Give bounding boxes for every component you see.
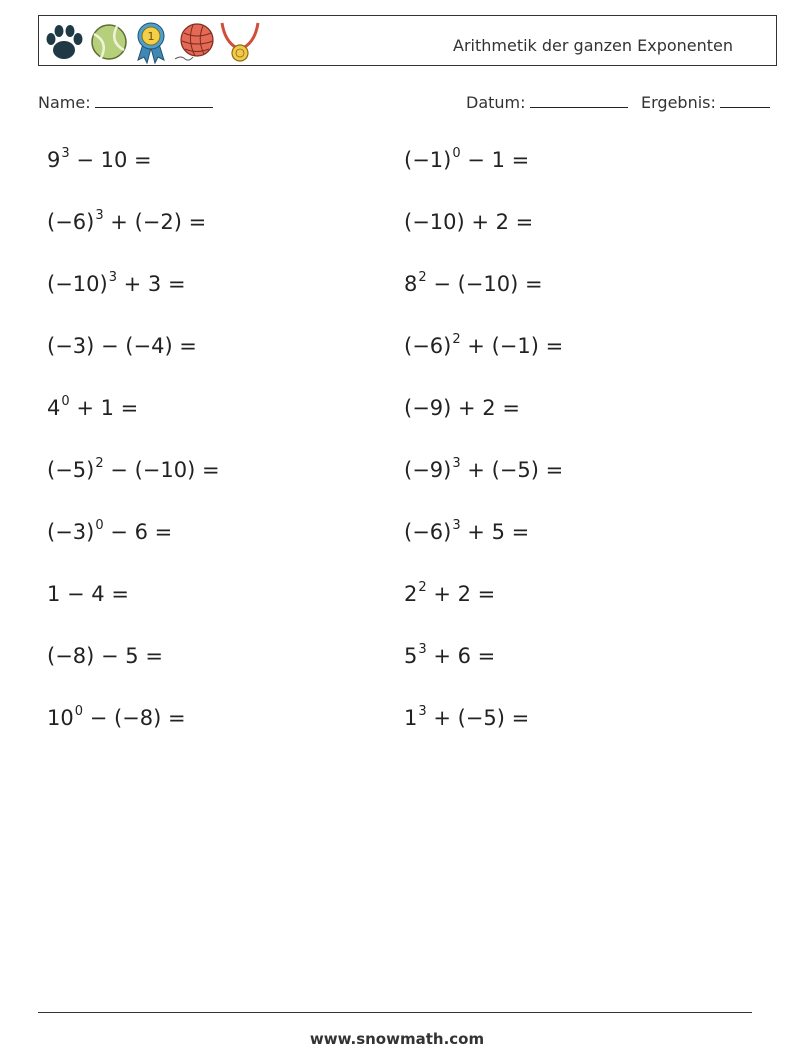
date-field <box>466 93 628 112</box>
problem-base: (−8) − 5 = <box>47 644 163 668</box>
problem-base: (−3) <box>47 520 95 544</box>
result-field <box>641 93 770 112</box>
problem-base: 5 <box>404 644 418 668</box>
problem-item <box>47 148 152 172</box>
problem-item <box>404 706 529 730</box>
problem-base: (−1) <box>404 148 452 172</box>
date-label: Datum: <box>466 93 526 112</box>
problem-rest: − (−10) = <box>103 458 220 482</box>
problem-base: (−3) − (−4) = <box>47 334 197 358</box>
problem-item <box>404 458 563 482</box>
problem-base: 8 <box>404 272 418 296</box>
yarn-ball-icon <box>173 21 215 63</box>
problem-rest: + 5 = <box>460 520 530 544</box>
worksheet-title: Arithmetik der ganzen Exponenten <box>453 36 734 55</box>
problem-item <box>404 272 543 296</box>
problem-rest: + (−1) = <box>460 334 564 358</box>
problem-rest: − 6 = <box>103 520 173 544</box>
problem-item <box>404 148 529 172</box>
problem-item <box>47 706 186 730</box>
problem-exponent: 2 <box>452 332 461 347</box>
problem-exponent: 3 <box>418 642 427 657</box>
problem-exponent: 0 <box>95 518 104 533</box>
problem-rest: + 2 = <box>426 582 496 606</box>
problem-base: 2 <box>404 582 418 606</box>
problem-item <box>404 582 495 606</box>
paw-icon <box>43 22 85 62</box>
problem-exponent: 0 <box>74 704 84 719</box>
problem-rest: + 6 = <box>426 644 496 668</box>
problem-exponent: 3 <box>61 146 70 161</box>
problem-exponent: 3 <box>108 270 117 285</box>
date-blank[interactable] <box>530 93 628 108</box>
problem-item <box>404 210 533 234</box>
problem-base: (−9) + 2 = <box>404 396 520 420</box>
problem-exponent: 3 <box>418 704 427 719</box>
problem-item <box>47 210 206 234</box>
problem-base: (−5) <box>47 458 95 482</box>
problem-rest: + 3 = <box>116 272 186 296</box>
problem-item <box>47 334 197 358</box>
footer-divider <box>38 1012 752 1013</box>
problem-base: (−6) <box>47 210 95 234</box>
problem-rest: + (−5) = <box>460 458 564 482</box>
problem-exponent: 3 <box>452 518 461 533</box>
problem-item <box>47 396 138 420</box>
svg-text:1: 1 <box>147 30 155 43</box>
award-ribbon-icon <box>133 20 169 64</box>
problem-rest: − 10 = <box>69 148 152 172</box>
medal-icon <box>219 20 261 64</box>
result-label: Ergebnis: <box>641 93 716 112</box>
problem-item <box>404 644 495 668</box>
tennis-ball-icon <box>89 22 129 62</box>
problem-base: 4 <box>47 396 61 420</box>
problem-base: (−6) <box>404 334 452 358</box>
problem-exponent: 2 <box>95 456 104 471</box>
icon-strip <box>43 20 261 64</box>
header-box <box>38 15 777 66</box>
problem-base: 9 <box>47 148 61 172</box>
name-label: Name: <box>38 93 91 112</box>
problem-base: (−9) <box>404 458 452 482</box>
problem-rest: − (−10) = <box>426 272 543 296</box>
problem-base: 10 <box>47 706 74 730</box>
problem-base: (−6) <box>404 520 452 544</box>
problem-item <box>47 520 172 544</box>
problem-base: (−10) + 2 = <box>404 210 534 234</box>
problem-rest: + (−2) = <box>103 210 207 234</box>
problem-item <box>47 582 129 606</box>
problem-exponent: 3 <box>95 208 104 223</box>
problem-exponent: 2 <box>418 580 427 595</box>
problem-exponent: 0 <box>61 394 70 409</box>
problem-item <box>404 396 520 420</box>
problem-rest: + 1 = <box>69 396 139 420</box>
problem-item <box>404 520 529 544</box>
problem-rest: − 1 = <box>460 148 530 172</box>
name-field <box>38 93 213 112</box>
problem-exponent: 3 <box>452 456 461 471</box>
problem-exponent: 2 <box>418 270 427 285</box>
result-blank[interactable] <box>720 93 770 108</box>
problem-base: 1 − 4 = <box>47 582 129 606</box>
problem-base: (−10) <box>47 272 108 296</box>
problem-item <box>47 458 220 482</box>
problem-item <box>47 272 186 296</box>
problem-rest: − (−8) = <box>83 706 186 730</box>
problem-exponent: 0 <box>452 146 461 161</box>
problem-rest: + (−5) = <box>426 706 530 730</box>
problem-item <box>404 334 563 358</box>
name-blank[interactable] <box>95 93 213 108</box>
footer-url: www.snowmath.com <box>309 1030 485 1048</box>
problem-base: 1 <box>404 706 418 730</box>
problem-item <box>47 644 163 668</box>
